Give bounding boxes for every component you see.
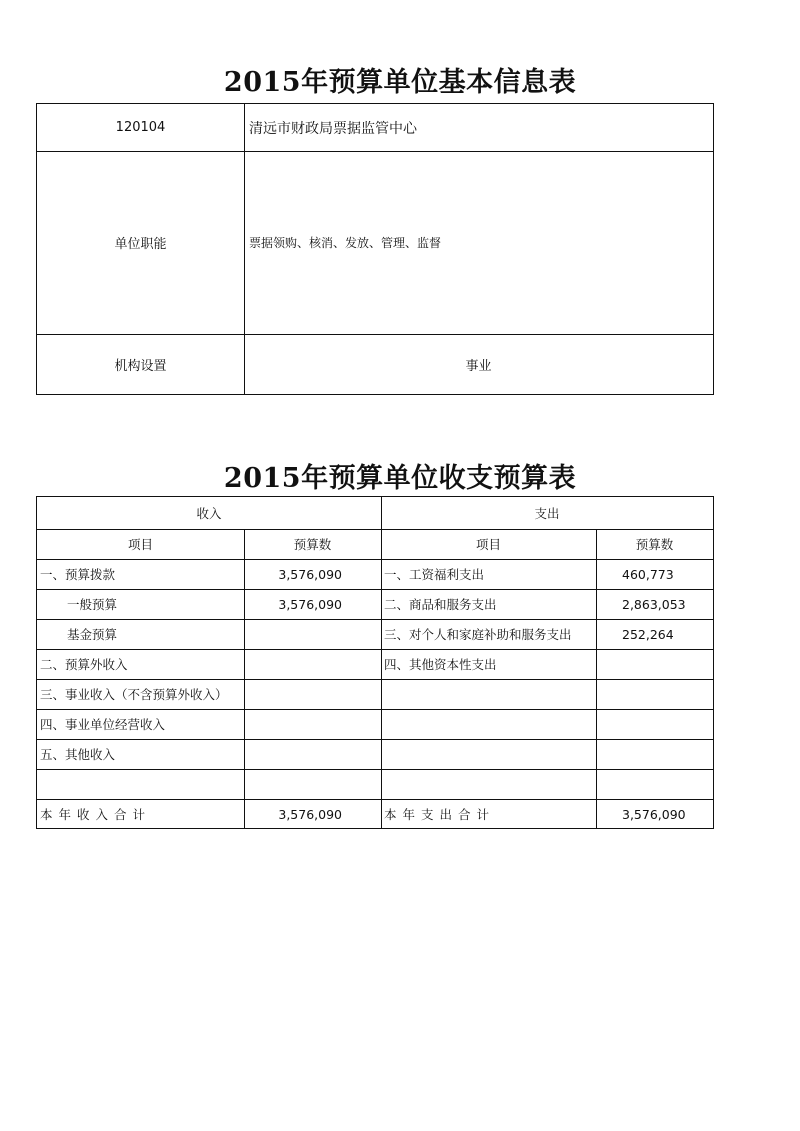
expense-item [384,739,594,769]
income-amount [244,649,342,679]
income-item: 三、事业收入（不含预算外收入） [40,687,228,702]
expense-item-header: 项目 [475,537,501,552]
unit-info-table [36,103,714,395]
income-amount [244,619,342,649]
org-label: 机构设置 [114,358,167,374]
expense-amount [622,709,712,739]
expense-item: 二、商品和服务支出 [384,597,497,612]
expense-item: 四、其他资本性支出 [384,657,497,672]
expense-total: 3,576,090 [622,806,686,822]
income-total-label: 本年收入合计 [40,807,152,822]
income-amount [244,769,342,799]
income-item [40,769,240,799]
expense-item [384,769,594,799]
expense-header: 支出 [534,506,560,521]
income-amount [244,679,342,709]
org-value: 事业 [465,358,492,374]
function-value: 票据领购、核消、发放、管理、监督 [249,236,442,250]
budget-table [36,496,714,829]
income-amount: 3,576,090 [278,566,342,582]
income-header: 收入 [196,506,222,521]
income-item: 基金预算 [67,627,118,642]
info-table-title: 2015年预算单位基本信息表 [223,67,577,98]
unit-code: 120104 [115,120,166,135]
income-item: 一般预算 [67,597,118,612]
expense-item: 三、对个人和家庭补助和服务支出 [384,627,572,642]
unit-name: 清远市财政局票据监管中心 [249,120,417,137]
function-label: 单位职能 [114,237,167,252]
income-amount-header: 预算数 [293,537,332,552]
income-amount: 3,576,090 [278,596,342,612]
income-item: 二、预算外收入 [40,657,128,672]
expense-amount [622,739,712,769]
income-total: 3,576,090 [278,806,342,822]
income-amount [244,709,342,739]
expense-amount-header: 预算数 [635,537,674,552]
expense-amount [622,769,712,799]
income-item-header: 项目 [127,537,153,552]
expense-item [384,709,594,739]
budget-table-title: 2015年预算单位收支预算表 [223,463,577,494]
income-amount [244,739,342,769]
expense-total-label: 本年支出合计 [384,807,496,822]
expense-amount: 252,264 [622,626,674,642]
expense-amount: 460,773 [622,566,674,582]
expense-amount [622,649,712,679]
expense-amount [622,679,712,709]
expense-item: 一、工资福利支出 [384,567,485,582]
expense-amount: 2,863,053 [622,596,686,612]
income-item: 一、预算拨款 [40,567,116,582]
expense-item [384,679,594,709]
income-item: 五、其他收入 [40,747,116,762]
income-item: 四、事业单位经营收入 [40,717,166,732]
